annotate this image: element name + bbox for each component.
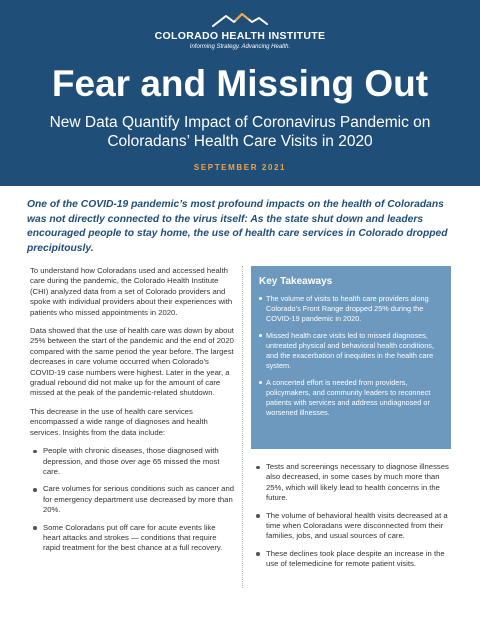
list-item [259, 294, 443, 324]
bullet-icon [259, 381, 262, 384]
bullet-icon [259, 334, 262, 337]
list-item [259, 331, 443, 371]
publication-date: SEPTEMBER 2021 [193, 163, 287, 172]
logo-name: COLORADO HEALTH INSTITUTE [154, 30, 326, 42]
list-item [259, 378, 443, 418]
body-paragraph: Data showed that the use of health care was down by about 25% between the start of the pandemic and the end of 2020 compared with the same period the year before. The largest decreases in care volume occurred when Colorado’s COVID-19 case numbers were highest. Later in the year, a gradual rebound did not make up for the amount of care missed at the peak of the pandemic-related shutdown. [30, 326, 234, 398]
column-divider [242, 266, 243, 588]
mountain-logo-icon [209, 12, 271, 28]
list-item-text: These declines took place despite an increase in the use of telemedicine for remote patient visits. [266, 548, 445, 569]
page-title: Fear and Missing Out [51, 63, 429, 104]
bullet-icon [33, 450, 37, 454]
insights-list [30, 446, 235, 554]
right-column [253, 462, 453, 577]
logo [0, 12, 480, 50]
list-item-text: People with chronic diseases, those diagnosed with depression, and those over age 65 missed the most care. [43, 446, 220, 476]
list-item-text: Some Coloradans put off care for acute events like heart attacks and strokes — conditions that require rapid treatment for the best chance at a full recovery. [43, 522, 223, 553]
list-item [253, 511, 453, 542]
list-item [30, 484, 235, 515]
key-takeaways-title: Key Takeaways [259, 276, 333, 287]
list-item [253, 549, 453, 570]
list-item-text: Missed health care visits led to missed diagnoses, untreated physical and behavioral health conditions, and the exacerbation of inequities in the health care system. [266, 331, 434, 370]
bullet-icon [259, 297, 262, 300]
intro-paragraph: One of the COVID-19 pandemic’s most profound impacts on the health of Coloradans was not directly connected to the virus itself: As the state shut down and leaders encouraged people to stay home, the use of health care services in Colorado dropped precipitously. [27, 199, 448, 254]
list-item-text: A concerted effort is needed from providers, policymakers, and community leaders to reconnect patients with services and address undiagnosed or worsened illnesses. [266, 378, 431, 417]
bullet-icon [33, 526, 37, 530]
list-item [30, 523, 235, 554]
left-column [30, 266, 235, 561]
bullet-icon [256, 552, 260, 556]
page-subtitle: New Data Quantify Impact of Coronavirus Pandemic on Coloradans’ Health Care Visits in 2020 [49, 114, 431, 150]
body-paragraph: To understand how Coloradans used and accessed health care during the pandemic, the Colorado Health Institute (CHI) analyzed data from a set of Colorado providers and spoke with individual providers about their experiences with patients who missed appointments in 2020. [30, 266, 233, 317]
findings-list [253, 462, 453, 570]
bullet-icon [256, 466, 260, 470]
bullet-icon [256, 514, 260, 518]
key-takeaways-box [251, 266, 451, 449]
bullet-icon [33, 488, 37, 492]
header-banner [0, 0, 480, 186]
logo-tagline: Informing Strategy. Advancing Health. [189, 44, 291, 50]
list-item [253, 462, 453, 504]
list-item-text: Care volumes for serious conditions such as cancer and for emergency department use decreased by more than 20%. [43, 484, 235, 515]
list-item-text: Tests and screenings necessary to diagnose illnesses also decreased, in some cases by much more than 25%, which will likely lead to health concerns in the future. [266, 462, 449, 503]
key-takeaways-list [259, 294, 443, 418]
list-item [30, 446, 235, 477]
body-paragraph: This decrease in the use of health care services encompassed a wide range of diagnoses and health services. Insights from the data include: [30, 406, 208, 437]
list-item-text: The volume of behavioral health visits decreased at a time when Coloradans were disconnected from their families, jobs, and usual sources of care. [266, 510, 448, 541]
list-item-text: The volume of visits to health care providers along Colorado’s Front Range dropped 25% during the COVID-19 pandemic in 2020. [266, 294, 429, 323]
